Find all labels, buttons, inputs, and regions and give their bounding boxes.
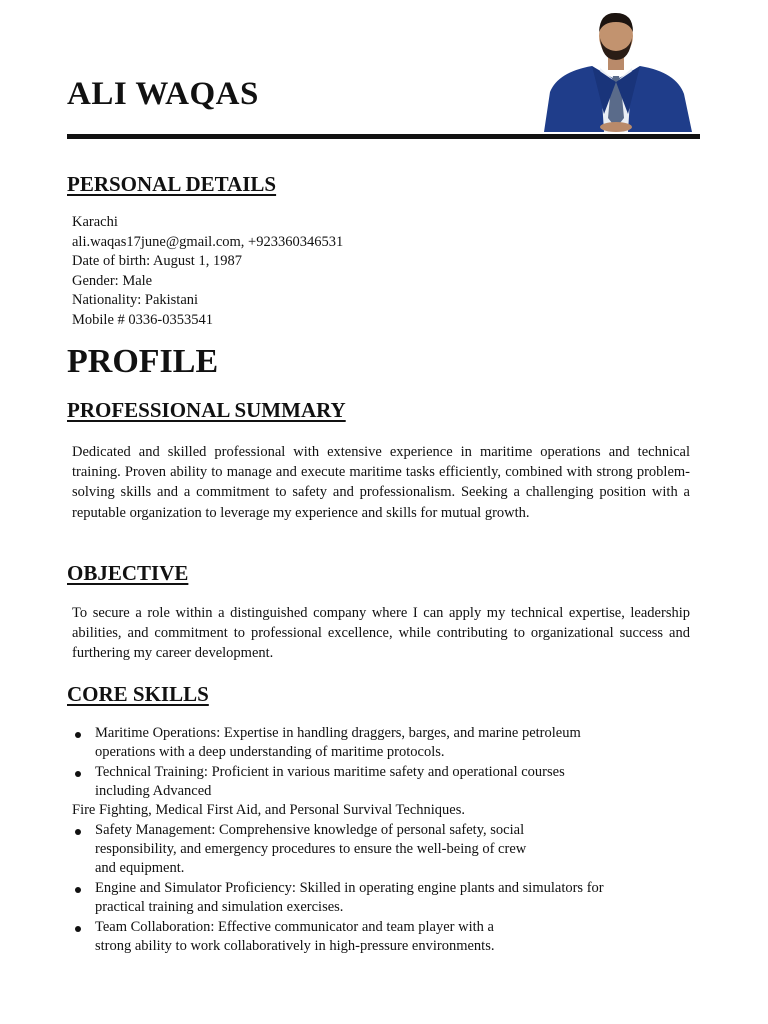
core-skills-list — [72, 724, 702, 957]
objective-text: To secure a role within a distinguished company where I can apply my technical expertise, leadership abilities, and commitment to professional excellence, while contributing to organizational success and furthering my career development. — [72, 605, 690, 662]
skill-item-engine-simulator — [72, 879, 702, 917]
bullet-icon — [75, 887, 81, 893]
bullet-icon — [75, 771, 81, 777]
skill-line: Safety Management: Comprehensive knowledge of personal safety, social — [95, 822, 525, 838]
skill-item-team-collaboration — [72, 918, 702, 956]
header-divider — [67, 134, 700, 139]
profile-heading: PROFILE — [67, 343, 219, 380]
skill-item-safety-management — [72, 821, 702, 878]
bullet-icon — [75, 926, 81, 932]
skill-line: Team Collaboration: Effective communicator and team player with a — [95, 919, 494, 935]
skill-line: Fire Fighting, Medical First Aid, and Personal Survival Techniques. — [72, 802, 466, 818]
core-skills-heading: CORE SKILLS — [67, 682, 209, 706]
detail-contact: ali.waqas17june@gmail.com, +923360346531 — [72, 233, 344, 250]
detail-mobile: Mobile # 0336-0353541 — [72, 311, 213, 328]
detail-nationality: Nationality: Pakistani — [72, 292, 199, 309]
bullet-icon — [75, 732, 81, 738]
skill-line: Engine and Simulator Proficiency: Skilled in operating engine plants and simulators for — [95, 880, 604, 896]
profile-photo — [530, 10, 702, 132]
skill-line: practical training and simulation exercises. — [95, 899, 344, 915]
candidate-name: ALI WAQAS — [67, 76, 259, 112]
skill-line: including Advanced — [95, 783, 212, 799]
skill-line: strong ability to work collaboratively in high-pressure environments. — [95, 938, 495, 954]
skill-line: responsibility, and emergency procedures to ensure the well-being of crew — [95, 841, 527, 857]
skill-line: Maritime Operations: Expertise in handling draggers, barges, and marine petroleum — [95, 725, 581, 741]
detail-birth-date: Date of birth: August 1, 1987 — [72, 253, 242, 270]
detail-city: Karachi — [72, 214, 118, 230]
skill-line: operations with a deep understanding of maritime protocols. — [95, 744, 445, 760]
detail-gender: Gender: Male — [72, 272, 153, 289]
skill-item-technical-training — [72, 763, 702, 820]
skill-line: and equipment. — [95, 860, 185, 876]
objective-heading: OBJECTIVE — [67, 561, 189, 585]
personal-details-heading: PERSONAL DETAILS — [67, 172, 277, 196]
professional-summary-heading: PROFESSIONAL SUMMARY — [67, 398, 346, 422]
skill-line: Technical Training: Proficient in various maritime safety and operational courses — [95, 764, 565, 780]
skill-item-maritime-operations — [72, 724, 702, 762]
bullet-icon — [75, 829, 81, 835]
professional-summary-text: Dedicated and skilled professional with extensive experience in maritime operations and technical training. Proven ability to manage and execute maritime tasks efficiently, combined with strong problem-solving skills and a commitment to safety and professionalism. Seeking a challenging position with a reputable organization to leverage my experience and skills for mutual growth. — [72, 444, 690, 521]
personal-details-list — [72, 213, 343, 331]
